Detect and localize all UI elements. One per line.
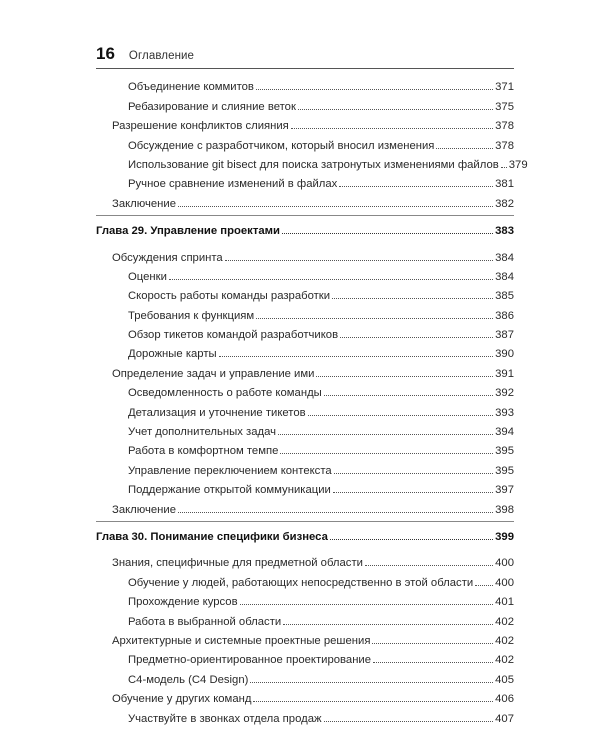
dot-leader [256,318,493,319]
toc-entry [96,498,514,517]
toc-entry-title: Предметно-ориентированное проектирование [128,654,372,667]
toc-chapter-entry [96,220,514,239]
dot-leader [373,662,493,663]
toc-entry [96,266,514,285]
toc-entry-page: 402 [495,634,514,647]
toc-entry [96,479,514,498]
dot-leader [501,167,507,168]
toc-chapter-page: 383 [495,225,514,238]
toc-entry [96,440,514,459]
dot-leader [282,233,493,234]
toc-entry-page: 402 [495,654,514,667]
dot-leader [436,148,493,149]
toc-entry-title: Обсуждение с разработчиком, который вносил изменения [128,139,435,152]
toc-entry [96,591,514,610]
toc-entry [96,707,514,726]
toc-entry-page: 393 [495,406,514,419]
dot-leader [283,624,493,625]
toc-entry-page: 381 [495,178,514,191]
toc-entry-title: Заключение [112,197,176,210]
dot-leader [324,395,493,396]
toc-entry-page: 401 [495,596,514,609]
toc-entry-page: 384 [495,251,514,264]
toc-entry-title: Определение задач и управление ими [112,367,315,380]
toc-entry-page: 385 [495,290,514,303]
toc-entry-title: Использование git bisect для поиска затронутых изменениями файлов [128,158,499,171]
toc-entry-page: 375 [495,100,514,113]
dot-leader [372,643,493,644]
toc-entry-title: Дорожные карты [128,348,217,361]
toc-entry-title: Оценки [128,270,167,283]
dot-leader [332,298,493,299]
toc-entry-page: 397 [495,484,514,497]
toc-entry [96,401,514,420]
toc-entry-page: 395 [495,445,514,458]
toc-entry-title: Управление переключением контекста [128,464,332,477]
dot-leader [219,356,494,357]
toc-entry-title: Объединение коммитов [128,81,254,94]
toc-entry-page: 378 [495,139,514,152]
toc-entry-title: Обучение у других команд [112,693,252,706]
dot-leader [169,279,493,280]
toc-entry [96,421,514,440]
dot-leader [278,434,493,435]
toc-entry-page: 382 [495,197,514,210]
running-title: Оглавление [128,50,195,62]
toc-entry-title: Заключение [112,503,176,516]
toc-entry-title: Работа в комфортном темпе [128,445,279,458]
toc-entry-page: 392 [495,387,514,400]
toc-entry-title: Обсуждения спринта [112,251,223,264]
toc-entry-title: Требования к функциям [128,309,255,322]
toc-entry [96,95,514,114]
page-header [96,44,514,64]
dot-leader [298,109,493,110]
toc-entry-title: Ручное сравнение изменений в файлах [128,178,338,191]
toc-entry-page: 386 [495,309,514,322]
dot-leader [240,604,494,605]
toc-entry [96,343,514,362]
toc-entry-title: Осведомленность о работе команды [128,387,322,400]
dot-leader [291,128,493,129]
dot-leader [280,453,493,454]
toc-entry-page: 384 [495,270,514,283]
toc-entry-page: 402 [495,615,514,628]
toc-entry-page: 405 [495,673,514,686]
dot-leader [333,492,493,493]
toc-entry [96,173,514,192]
toc-entry [96,154,528,173]
toc-chapter-entry [96,526,514,545]
dot-leader [225,260,493,261]
dot-leader [475,585,493,586]
dot-leader [253,701,493,702]
dot-leader [308,415,494,416]
toc-chapter-page: 399 [495,530,514,543]
toc-entry [96,382,514,401]
toc-entry-page: 390 [495,348,514,361]
toc-entry-page: 378 [495,120,514,133]
toc-entry [96,362,514,381]
toc-entry-page: 407 [495,712,514,725]
toc-entry [96,571,514,590]
toc-entry [96,76,514,95]
chapter-divider [96,521,514,522]
dot-leader [324,721,494,722]
toc-entry [96,285,514,304]
toc-entry-title: С4-модель (C4 Design) [128,673,249,686]
toc-entry-page: 400 [495,576,514,589]
toc-entry [96,246,514,265]
table-of-contents [96,76,528,727]
toc-entry-title: Учет дополнительных задач [128,426,277,439]
chapter-divider [96,215,514,216]
toc-entry [96,115,514,134]
toc-entry-title: Обзор тикетов командой разработчиков [128,329,339,342]
toc-entry [96,304,514,323]
toc-entry-title: Разрешение конфликтов слияния [112,120,289,133]
toc-chapter-title: Глава 30. Понимание специфики бизнеса [96,530,328,543]
dot-leader [330,539,493,540]
toc-entry [96,649,514,668]
toc-entry-title: Участвуйте в звонках отдела продаж [128,712,322,725]
header-rule [96,68,514,69]
page-number: 16 [96,44,115,63]
dot-leader [256,89,493,90]
toc-entry-page: 395 [495,464,514,477]
toc-entry-title: Архитектурные и системные проектные решения [112,634,371,647]
toc-entry [96,688,514,707]
toc-entry [96,630,514,649]
toc-entry-title: Детализация и уточнение тикетов [128,406,306,419]
toc-entry-page: 387 [495,329,514,342]
dot-leader [178,206,493,207]
toc-entry-page: 371 [495,81,514,94]
toc-entry-page: 400 [495,557,514,570]
toc-entry-page: 406 [495,693,514,706]
dot-leader [178,512,493,513]
toc-chapter-title: Глава 29. Управление проектами [96,225,280,238]
toc-entry-title: Скорость работы команды разработки [128,290,331,303]
toc-entry-title: Знания, специфичные для предметной области [112,557,363,570]
dot-leader [339,186,493,187]
dot-leader [316,376,493,377]
toc-entry [96,134,514,153]
dot-leader [365,565,493,566]
toc-entry [96,459,514,478]
dot-leader [250,682,493,683]
toc-entry [96,610,514,629]
toc-entry-title: Прохождение курсов [128,596,238,609]
dot-leader [340,337,493,338]
toc-entry [96,324,514,343]
toc-entry-title: Работа в выбранной области [128,615,282,628]
toc-entry [96,552,514,571]
toc-entry-page: 391 [495,367,514,380]
toc-entry [96,668,514,687]
dot-leader [334,473,493,474]
toc-entry-title: Ребазирование и слияние веток [128,100,296,113]
toc-entry-page: 394 [495,426,514,439]
toc-entry-title: Обучение у людей, работающих непосредственно в этой области [128,576,474,589]
toc-entry-page: 379 [508,158,528,171]
toc-entry [96,192,514,211]
toc-entry-page: 398 [495,503,514,516]
toc-entry-title: Поддержание открытой коммуникации [128,484,331,497]
